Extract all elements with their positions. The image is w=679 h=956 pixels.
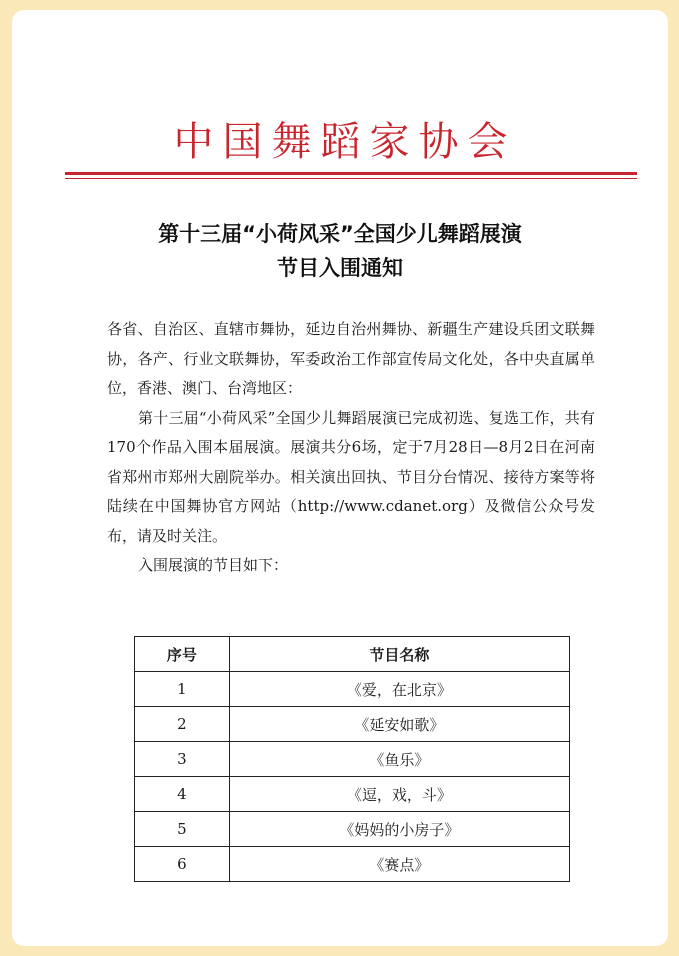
- header-index: 序号: [135, 637, 230, 672]
- masthead-rule-thin: [65, 178, 637, 179]
- table-header-row: [135, 637, 570, 672]
- row-program-name: 《逗，戏，斗》: [229, 777, 569, 812]
- row-program-name: 《赛点》: [229, 847, 569, 882]
- row-program-name: 《延安如歌》: [229, 707, 569, 742]
- row-index: 6: [135, 847, 230, 882]
- row-index: 5: [135, 812, 230, 847]
- table-row: [135, 742, 570, 777]
- notice-title-line2: 节目入围通知: [277, 256, 403, 280]
- row-index: 2: [135, 707, 230, 742]
- notice-title-line1: 第十三届“小荷风采”全国少儿舞蹈展演: [158, 222, 522, 246]
- table-row: [135, 847, 570, 882]
- document-page: [12, 10, 668, 946]
- notice-body: [107, 315, 595, 581]
- row-index: 1: [135, 672, 230, 707]
- row-program-name: 《爱，在北京》: [229, 672, 569, 707]
- main-paragraph: 第十三届“小荷风采”全国少儿舞蹈展演已完成初选、复选工作，共有170个作品入围本届展演。展演共分6场，定于7月28日—8月2日在河南省郑州市郑州大剧院举办。相关演出回执、节目分台情况、接待方案等将陆续在中国舞协官方网站（http://www.cdanet.org）及微信公众号发布，请及时关注。: [107, 408, 595, 545]
- masthead-rule-thick: [65, 172, 637, 175]
- table-row: [135, 812, 570, 847]
- program-table: [134, 636, 570, 882]
- masthead-title: 中国舞蹈家协会: [173, 119, 517, 165]
- row-program-name: 《鱼乐》: [229, 742, 569, 777]
- table-row: [135, 707, 570, 742]
- addressee-paragraph: 各省、自治区、直辖市舞协，延边自治州舞协、新疆生产建设兵团文联舞协，各产、行业文联舞协，军委政治工作部宣传局文化处，各中央直属单位，香港、澳门、台湾地区：: [107, 320, 595, 397]
- row-index: 3: [135, 742, 230, 777]
- table-row: [135, 777, 570, 812]
- row-index: 4: [135, 777, 230, 812]
- table-row: [135, 672, 570, 707]
- row-program-name: 《妈妈的小房子》: [229, 812, 569, 847]
- header-program-name: 节目名称: [229, 637, 569, 672]
- list-intro-paragraph: 入围展演的节目如下：: [138, 556, 289, 574]
